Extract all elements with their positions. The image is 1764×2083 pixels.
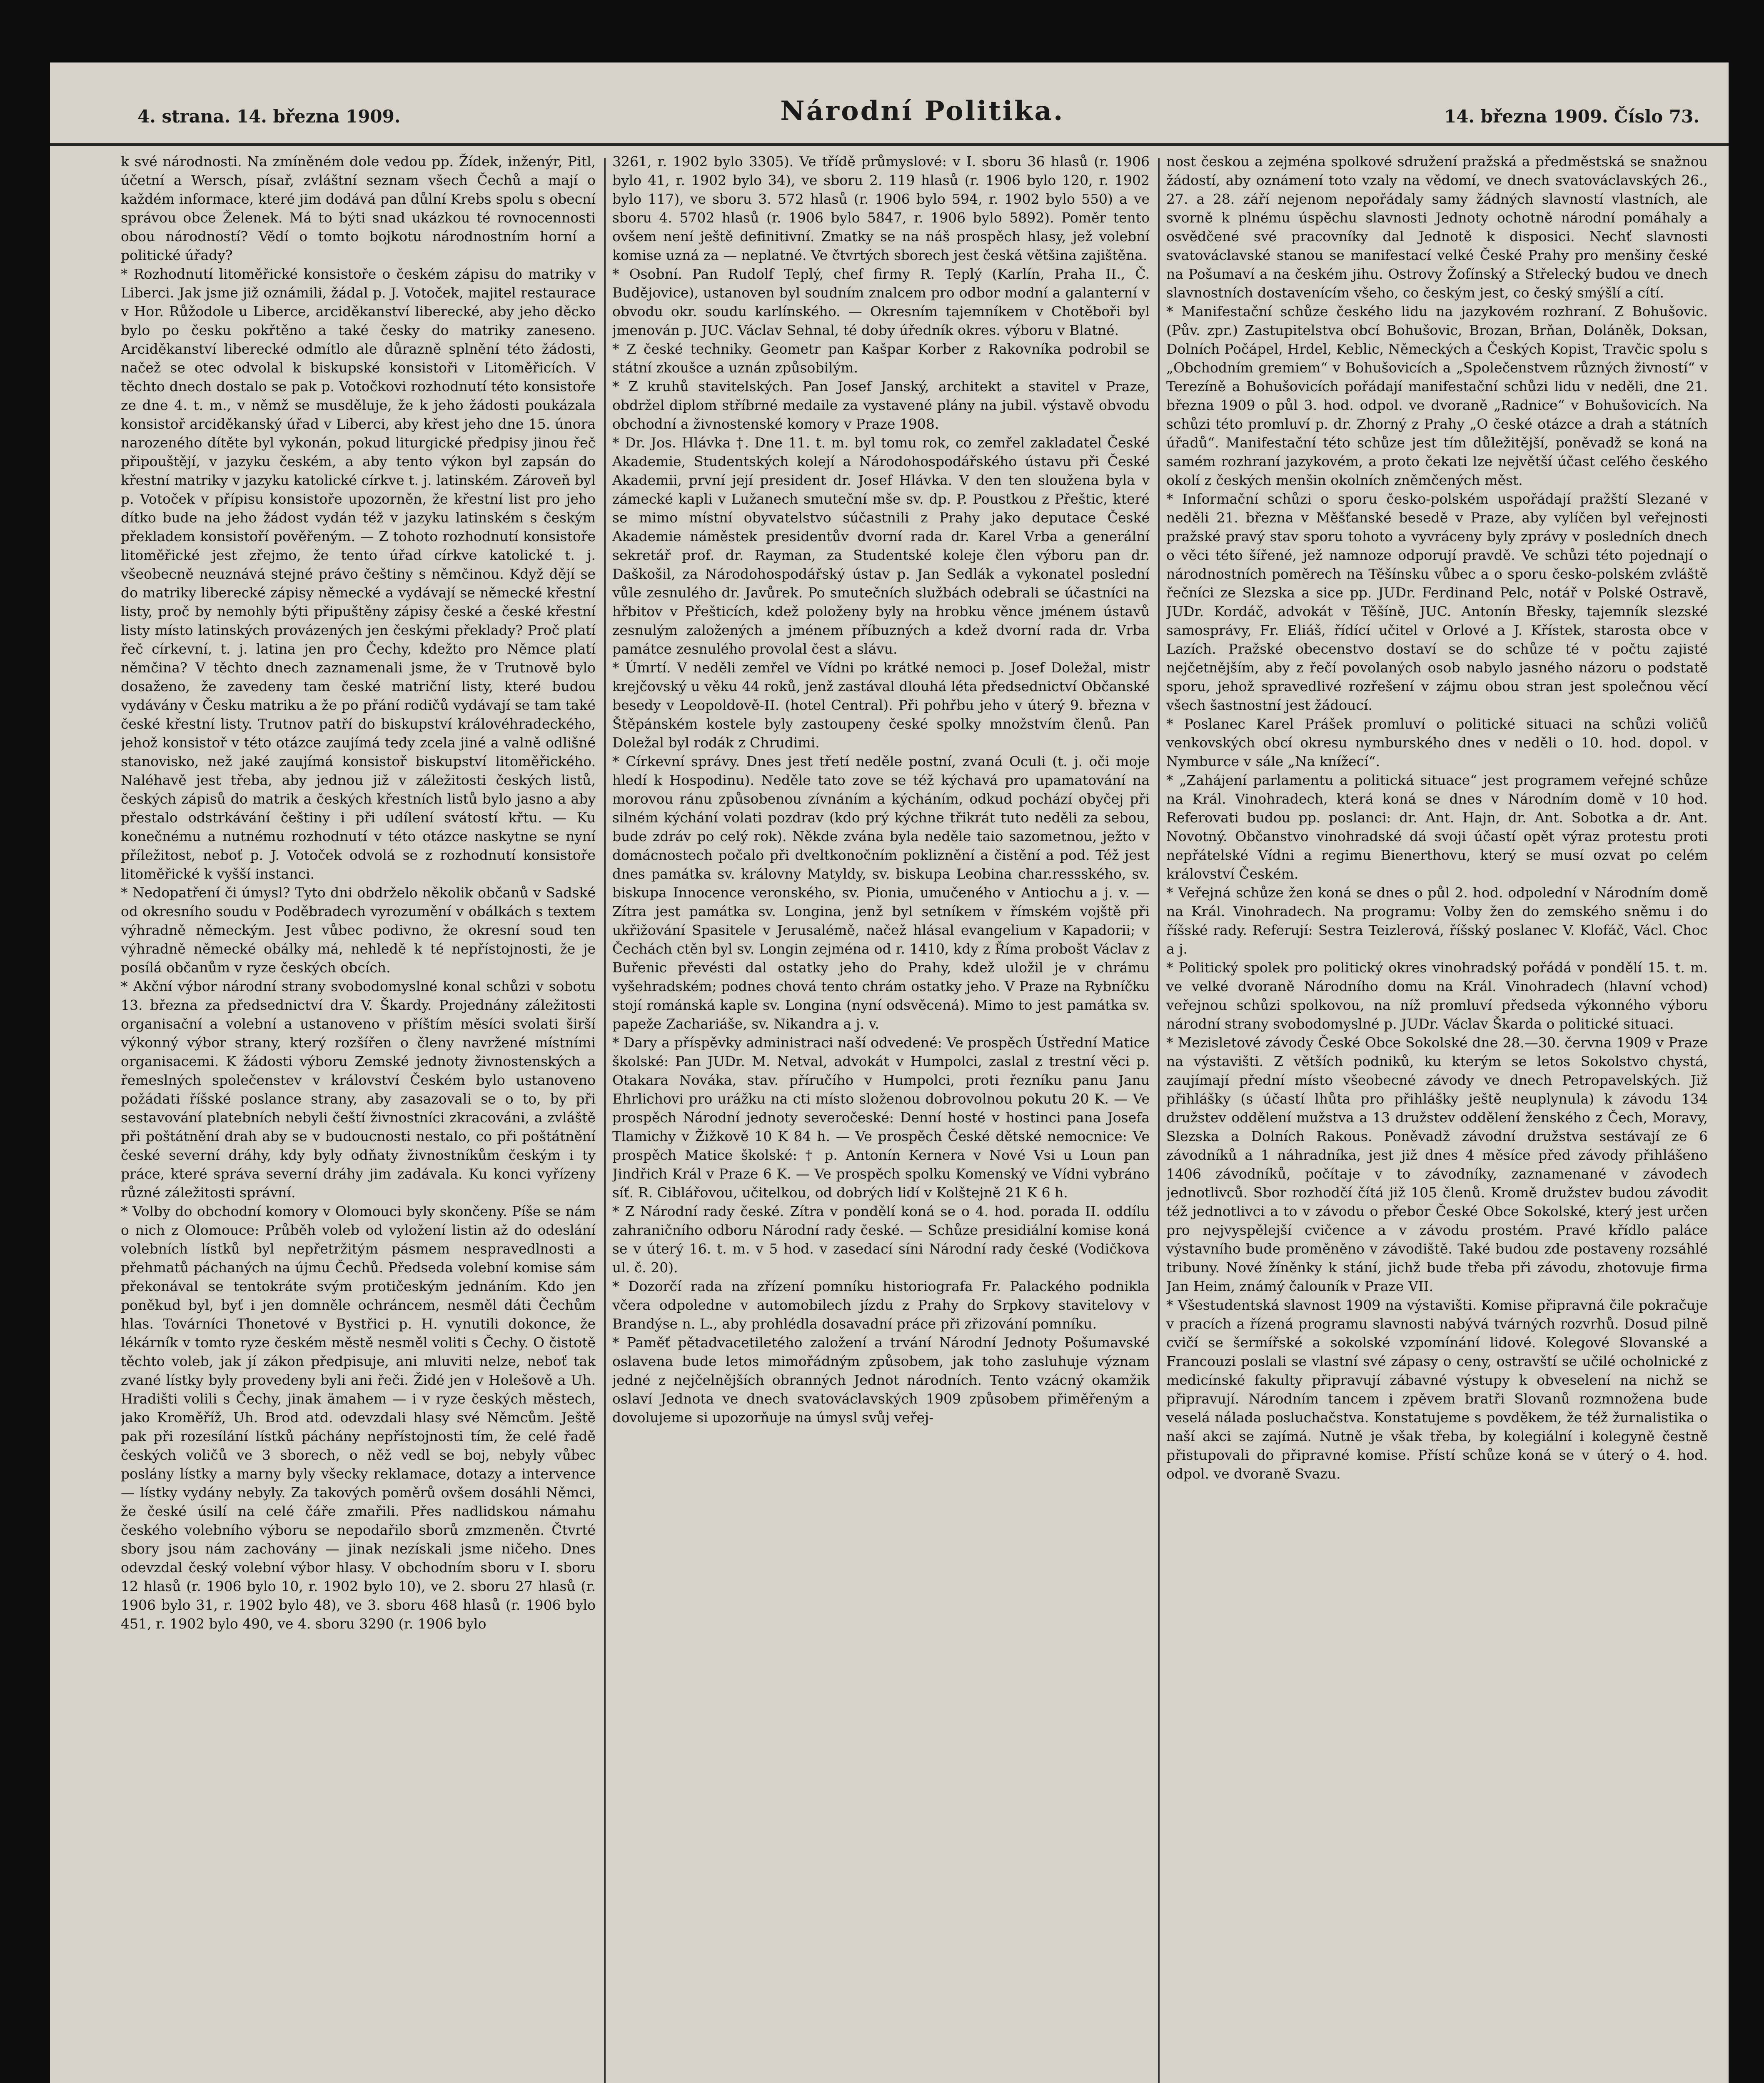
article-paragraph: * Informační schůzi o sporu česko-polském uspořádají pražští Slezané v neděli 21. března v Měšťanské besedě v Praze, aby vylíčen byl veřejnosti pražské pravý stav sporu tohoto a vyvráceny byly zprávy v posledních dnech o věci této šířené, jež namnoze odporují pravdě. Ve schůzi této pojednají o národnostních poměrech na Těšínsku vůbec a o sporu česko-polském zvláště řečníci ze Slezska a sice pp. JUDr. Ferdinand Pelc, notář v Polské Ostravě, JUDr. Kordáč, advokát v Těšíně, JUC. Antonín Břesky, tajemník slezské samosprávy, Fr. Eliáš, řídící učitel v Orlové a J. Křístek, starosta obce v Lazích. Pražské obecenstvo dostaví se do schůze té v počtu zajisté nejčetnějším, aby z řečí povolaných osob nabylo jasného názoru o podstatě sporu, jehož spravedlivé rozřešení v zájmu obou stran jest společnou věcí všech šastnostní jest žádoucí. [1166,491,1708,713]
article-paragraph: * Dozorčí rada na zřízení pomníku historiografa Fr. Palackého podnikla včera odpoledne v automobilech jízdu z Prahy do Srpkovy stavitelovy v Brandýse n. L., aby prohlédla dosavadní práce při zřizování pomníku. [612,1278,1150,1332]
column-rule [1158,158,1160,2083]
newspaper-page [50,62,1729,2083]
article-paragraph: * Paměť pětadvacetiletého založení a trvání Národní Jednoty Pošumavské oslavena bude letos mimořádným způsobem, jak toho zasluhuje význam jedné z nejčelnějších obranných Jednot národních. Tento vzácný okamžik oslaví Jednota ve dnech svatováclavských 1909 způsobem přiměřeným a dovolujeme si upozorňuje na úmysl svůj veřej- [612,1334,1150,1426]
masthead [50,62,1729,146]
article-paragraph: k své národnosti. Na zmíněném dole vedou pp. Žídek, inženýr, Pitl, účetní a Wersch, písař, zvláštní seznam všech Čechů a mají o každém informace, které jim dodává pan důlní Krebs spolu s obecní správou obce Želenek. Má to býti snad ukázkou té rovnocennosti obou národností? Vědí o tomto bojkotu národnostním horní a politické úřady? [121,153,596,263]
article-paragraph: * Rozhodnutí litoměřické konsistoře o českém zápisu do matriky v Liberci. Jak jsme již oznámili, žádal p. J. Votoček, majitel restaurace v Hor. Růžodole u Liberce, arciděkanství liberecké, aby jeho děcko bylo po česku pokřtěno a také česky do matriky zaneseno. Arciděkanství liberecké odmítlo ale důrazně splnění této žádosti, načež se otec odvolal k biskupské konsistoři v Litoměřicích. V těchto dnech dostalo se pak p. Votočkovi rozhodnutí této konsistoře ze dne 4. t. m., v němž se musděluje, že k jeho žádosti poukázala konsistoř arciděkanský úřad v Liberci, aby křest jeho dne 15. února narozeného dítěte byl vykonán, pokud liturgické předpisy jinou řeč připouštějí, v jazyku českém, a aby tento výkon byl zapsán do křestní matriky v jazyku katolické církve t. j. latinském. Zároveň byl p. Votoček v přípisu konsistoře upozorněn, že křestní list pro jeho dítko bude na jeho žádost vydán též v jazyku latinském s českým překladem konsistoří pověřeným. — Z tohoto rozhodnutí konsistoře litoměřické jest zřejmo, že tento úřad církve katolické t. j. všeobecně neuznává stejné právo češtiny s němčinou. Když dějí se do matriky liberecké zápisy německé a vydávají se německé křestní listy, proč by nemohly býti připuštěny zápisy české a české křestní listy místo latinských provázených jen českými překlady? Proč platí řeč církevní, t. j. latina jen pro Čechy, kdežto pro Němce platí němčina? V těchto dnech zaznamenali jsme, že v Trutnově bylo dosaženo, že zavedeny tam české matriční listy, které budou vydávány v Česku matriku a že po přání rodičů vydávají se tam také české křestní listy. Trutnov patří do biskupství královéhradeckého, jehož konsistoř v této otázce zaujímá tedy zcela jiné a valně odlišné stanovisko, než jaké zaujímá konsistoř biskupství litoměřického. Naléhavě jest třeba, aby jednou již v záležitosti českých listů, českých zápisů do matrik a českých křestních listů bylo jasno a aby přestalo odstrkávání češtiny i při udílení svátostí křtu. — Ku konečnému a nutnému rozhodnutí v této otázce naskytne se nyní příležitost, neboť p. J. Votoček odvolá se z rozhodnutí konsistoře litoměřické k vyšší instanci. [121,266,596,882]
article-column-3 [1166,152,1708,2083]
article-paragraph: * Volby do obchodní komory v Olomouci byly skončeny. Píše se nám o nich z Olomouce: Průběh voleb od vyložení listin až do odeslání volebních lístků byl nepřetržitým pásmem nespravedlnosti a přehmatů páchaných na újmu Čechů. Předseda volební komise sám překonával se tentokráte svým protičeským jednáním. Kdo jen poněkud byl, byť i jen domněle ochráncem, nesměl dáti Čechům hlas. Továrníci Thonetové v Bystřici p. H. vynutili dokonce, že lékárník v tomto ryze českém městě nesměl voliti s Čechy. O čistotě těchto voleb, jak jí zákon předpisuje, ani mluviti nelze, neboť tak zvané lístky byly provedeny byli ani řeči. Židé jen v Holešově a Uh. Hradišti volili s Čechy, jinak ämahem — i v ryze českých městech, jako Kroměříž, Uh. Brod atd. odevzdali hlasy své Němcům. Ještě pak při rozesílání lístků páchány nepřístojnosti tím, že celé řadě českých voličů ve 3 sborech, o něž vedl se boj, nebyly vůbec poslány lístky a marny byly všecky reklamace, dotazy a intervence — lístky vydány nebyly. Za takových poměrů ovšem dosáhli Němci, že české úsilí na celé čáře zmařili. Přes nadlidskou námahu českého volebního výboru se nepodařilo sborů zmzmeněn. Čtvrté sbory jsou nám zachovány — jinak nezískali jsme ničeho. Dnes odevzdal český volební výbor hlasy. V obchodním sboru v I. sboru 12 hlasů (r. 1906 bylo 10, r. 1902 bylo 10), ve 2. sboru 27 hlasů (r. 1906 bylo 31, r. 1902 bylo 48), ve 3. sboru 468 hlasů (r. 1906 bylo 451, r. 1902 bylo 490, ve 4. sboru 3290 (r. 1906 bylo [121,1203,596,1632]
article-paragraph: * Dr. Jos. Hlávka †. Dne 11. t. m. byl tomu rok, co zemřel zakladatel České Akademie, Studentských kolejí a Národohospodářského ústavu při České Akademii, první její president dr. Josef Hlávka. V den ten sloužena byla v zámecké kapli v Lužanech smuteční mše sv. dp. P. Poustkou z Přeštic, které se mimo místní obyvatelstvo súčastnili z Prahy jako deputace České Akademie náměstek presidentův dvorní rada dr. Karel Vrba a generální sekretář prof. dr. Rayman, za Studentské koleje člen výboru pan dr. Daškošil, za Národohospodářský ústav p. Jan Sedlák a vykonatel poslední vůle zesnulého dr. Javůrek. Po smutečních službách odebrali se účastníci na hřbitov v Přešticích, kdež položeny byly na hrobku věnce jménem ústavů zesnulým založených a jménem příbuzných a kdež dvorní rada dr. Vrba památce zesnulého provolal čest a slávu. [612,435,1150,657]
article-paragraph: * Akční výbor národní strany svobodomyslné konal schůzi v sobotu 13. března za předsednictví dra V. Škardy. Projednány záležitosti organisační a volební a ustanoveno v příštím měsíci svolati širší výkonný výbor strany, který rozšířen o členy navržené místními organisacemi. K žádosti výboru Zemské jednoty živnostenských a řemeslných společenstev v království Českém bylo ustanoveno požádati říšské poslance strany, aby zasazovali se o to, by při sestavování platebních nebyli čeští živnostníci zkracováni, a zvláště při poštátnění drah aby se v budoucnosti nestalo, co při poštátnění české severní dráhy, kdy byly odňaty živnostníkům českým i ty práce, které správa severní dráhy jim zadávala. Ku konci vyřízeny různé záležitosti správní. [121,978,596,1201]
newspaper-title: Národní Politika. [780,95,1065,127]
article-paragraph: * Politický spolek pro politický okres vinohradský pořádá v pondělí 15. t. m. ve velké dvoraně Národního domu na Král. Vinohradech (hlavní vchod) veřejnou schůzi spolkovou, na níž promluví předseda výkonného výboru národní strany svobodomyslné p. JUDr. Václav Škarda o politické situaci. [1166,959,1708,1032]
article-paragraph: * Úmrtí. V neděli zemřel ve Vídni po krátké nemoci p. Josef Doležal, mistr krejčovský u věku 44 roků, jenž zastával dlouhá léta předsednictví Občanské besedy v Leopoldově-II. (hotel Central). Při pohřbu jeho v úterý 9. března v Štěpánském kostele byly zastoupeny české spolky množstvím členů. Pan Doležal byl rodák z Chrudimi. [612,659,1150,751]
article-paragraph: nost českou a zejména spolkové sdružení pražská a předměstská se snažnou žádostí, aby oznámení toto vzaly na vědomí, ve dnech svatováclavských 26., 27. a 28. září nejenom nepořádaly samy žádných slavností vlastních, ale svorně k plnému úspěchu slavnosti Jednoty ochotně národní pomáhaly a osvědčené své pracovníky dal Jednotě k disposici. Nechť slavnosti svatováclavské stanou se manifestací velké České Prahy pro menšiny české na Pošumaví a na českém jihu. Ostrovy Žofínský a Střelecký budou ve dnech slavnostních dostavenícím všeho, co českým jest, co český smýšlí a cítí. [1166,153,1708,301]
article-paragraph: * Z Národní rady české. Zítra v pondělí koná se o 4. hod. porada II. oddílu zahraničního odboru Národní rady české. — Schůze presidiální komise koná se v úterý 16. t. m. v 5 hod. v zasedací síni Národní rady české (Vodičkova ul. č. 20). [612,1203,1150,1276]
article-paragraph: * Všestudentská slavnost 1909 na výstavišti. Komise připravná čile pokračuje v pracích a řízená programu slavnosti nabývá tvárných rozvrhů. Dosud pilně cvičí se šermířské a sokolské vzpomínání lidové. Kolegové Slovanské a Francouzi poslali se vlastní své zápasy o ceny, ostravští se učilé ocholnické z medicínské fakulty připravují zábavné výstupy k obveselení na nichž se připravují. Národním tancem i zpěvem bratři Slovanů rozmnožena bude veselá nálada posluchačstva. Konstatujeme s povděkem, že též žurnalistika o naší akci se zajímá. Nutně je však třeba, by kolegiální i kolegyně čestně přistupovali do připravné komise. Přístí schůze koná se v úterý o 4. hod. odpol. ve dvoraně Svazu. [1166,1297,1708,1482]
article-paragraph: * Mezisletové závody České Obce Sokolské dne 28.—30. června 1909 v Praze na výstavišti. Z větších podniků, ku kterým se letos Sokolstvo chystá, zaujímají přední místo všeobecné závody ve dnech Petropavelských. Již přihlášky (s účastí lhůta pro přihlášky ještě neuplynula) k závodu 134 družstev oddělení mužstva a 13 družstev oddělení ženského z Čech, Moravy, Slezska a Dolních Rakous. Poněvadž závodní družstva sestávají ze 6 závodníků a 1 náhradníka, jest již dnes 4 měsíce před závody přihlášeno 1406 závodníků, počítaje v to závodníky, zaznamenané v závodech jednotlivců. Sbor rozhodčí čítá již 105 členů. Kromě družstev budou závodit též jednotlivci a to v závodu o přebor České Obce Sokolské, který jest určen pro nejvyspělejší cvičence a v závodu prostém. Pravé křídlo paláce výstavního bude proměněno v závodiště. Také budou zde postaveny rozsáhlé tribuny. Nové žíněnky k stání, jichž bude třeba při závodu, zhotovuje firma Jan Heim, známý čalouník v Praze VII. [1166,1034,1708,1294]
article-paragraph: * Nedopatření či úmysl? Tyto dni obdrželo několik občanů v Sadské od okresního soudu v Poděbradech vyrozumění v obálkách s textem výhradně německým. Jest vůbec podivno, že okresní soud ten výhradně německé obálky má, nehledě k té nepřístojnosti, že je posílá občanům v ryze českých obcích. [121,884,596,976]
article-paragraph: * Osobní. Pan Rudolf Teplý, chef firmy R. Teplý (Karlín, Praha II., Č. Budějovice), ustanoven byl soudním znalcem pro odbor modní a galanterní v obvodu okr. soudu karlínského. — Okresním tajemníkem v Chotěboři byl jmenován p. JUC. Václav Sehnal, té doby úředník okres. výboru v Blatné. [612,266,1150,338]
article-paragraph: * „Zahájení parlamentu a politická situace“ jest programem veřejné schůze na Král. Vinohradech, která koná se dnes v Národním domě v 10 hod. Referovati budou pp. poslanci: dr. Ant. Hajn, dr. Ant. Sobotka a dr. Ant. Novotný. Občanstvo vinohradské dá svoji účastí opět výraz protestu proti nepřátelské Vídni a regimu Bienerthovu, který se musí ozvat po celém království Českém. [1166,772,1708,882]
article-paragraph: * Manifestační schůze českého lidu na jazykovém rozhraní. Z Bohušovic. (Pův. zpr.) Zastupitelstva obcí Bohušovic, Brozan, Brňan, Doláněk, Doksan, Dolních Počápel, Hrdel, Keblic, Německých a Českých Kopist, Travčic spolu s „Obchodním gremiem“ v Bohušovicích a „Společenstvem různých živností“ v Terezíně a Bohušovicích pořádají manifestační schůzi lidu v neděli, dne 21. března 1909 o půl 3. hod. odpol. ve dvoraně „Radnice“ v Bohušovicích. Na schůzi této promluví p. dr. Zhorný z Prahy „O české otázce a drah a státních úřadů“. Manifestační této schůze jest tím důležitější, poněvadž se koná na samém rozhraní jazykovém, a proto čekati lze největší účast ceľého českého okolí z českých menšin okolních zněmčených měst. [1166,303,1708,488]
article-paragraph: * Poslanec Karel Prášek promluví o politické situaci na schůzi voličů venkovských obcí okresu nymburského dnes v neděli o 10. hod. dopol. v Nymburce v sále „Na knížecí“. [1166,716,1708,769]
article-column-1 [121,152,596,2083]
article-paragraph: * Dary a příspěvky administraci naší odvedené: Ve prospěch Ústřední Matice školské: Pan JUDr. M. Netval, advokát v Humpolci, zaslal z trestní věci p. Otakara Nováka, stav. příručího v Humpolci, proti řezníku panu Janu Ehrlichovi pro urážku na cti místo složenou dobrovolnou pokutu 20 K. — Ve prospěch Národní jednoty severočeské: Denní hosté v hostinci pana Josefa Tlamichy v Žižkově 10 K 84 h. — Ve prospěch České dětské nemocnice: Ve prospěch Matice školské: † p. Antonín Kernera v Nové Vsi u Loun pan Jindřich Král v Praze 6 K. — Ve prospěch spolku Komenský ve Vídni vybráno síť. R. Ciblářovou, učitelkou, od dobrých lidí v Kolštejně 21 K 6 h. [612,1034,1150,1201]
article-paragraph: * Z české techniky. Geometr pan Kašpar Korber z Rakovníka podrobil se státní zkoušce a uznán způsobilým. [612,341,1150,376]
article-paragraph: * Církevní správy. Dnes jest třetí neděle postní, zvaná Oculi (t. j. oči moje hledí k Hospodinu). Neděle tato zove se též kýchavá pro upamatování na morovou ránu způsobenou zívnáním a kýcháním, odkud pochází obyčej při silném kýchání volati pozdrav (kdo prý kýchne třikrát tuto neděli za sebou, bude zdráv po celý rok). Někde zvána byla neděle taio sazometnou, ježto v domácnostech počalo při dveltkonočním pokliznění a čistění a pod. Též jest dnes památka sv. královny Matyldy, sv. biskupa Leobina char.ressského, sv. biskupa Innocence veronského, sv. Pionia, umučeného v Antiochu a j. v. — Zítra jest památka sv. Longina, jenž byl setníkem v římském vojště při ukřižování Spasitele v Jerusalémě, načež hlásal evangelium v Kapadorii; v Čechách ctěn byl sv. Longin zejména od r. 1410, kdy z Říma probošt Václav z Buřenic převésti dal ostatky jeho do Prahy, kdež uložil je v chrámu vyšehradském; podnes chová tento chrám ostatky jeho. V Praze na Rybníčku stojí románská kaple sv. Longina (nyní odsvěcená). Mimo to jest památka sv. papeže Zachariáše, sv. Nikandra a j. v. [612,753,1150,1032]
article-column-2 [612,152,1150,2083]
page-date-left: 4. strana. 14. března 1909. [137,106,401,127]
article-paragraph: * Z kruhů stavitelských. Pan Josef Janský, architekt a stavitel v Praze, obdržel diplom stříbrné medaile za vystavené plány na jubil. výstavě obvodu obchodní a živnostenské komory v Praze 1908. [612,378,1150,432]
article-paragraph: * Veřejná schůze žen koná se dnes o půl 2. hod. odpolední v Národním domě na Král. Vinohradech. Na programu: Volby žen do zemského sněmu i do říšské rady. Referují: Sestra Teizlerová, říšský poslanec V. Klofáč, Václ. Choc a j. [1166,884,1708,957]
issue-number: 14. března 1909. Číslo 73. [1444,106,1699,127]
article-paragraph: 3261, r. 1902 bylo 3305). Ve třídě průmyslové: v I. sboru 36 hlasů (r. 1906 bylo 41, r. 1902 bylo 34), ve sboru 2. 119 hlasů (r. 1906 bylo 120, r. 1902 bylo 117), ve sboru 3. 572 hlasů (r. 1906 bylo 594, r. 1902 bylo 550) a ve sboru 4. 5702 hlasů (r. 1906 bylo 5847, r. 1906 bylo 5892). Poměr tento ovšem není ještě definitivní. Zmatky se na náš prospěch hlasy, jež volební komise uzná za — neplatné. Ve čtvrtých sborech jest česká většina zajištěna. [612,153,1150,263]
column-rule [604,158,606,2083]
